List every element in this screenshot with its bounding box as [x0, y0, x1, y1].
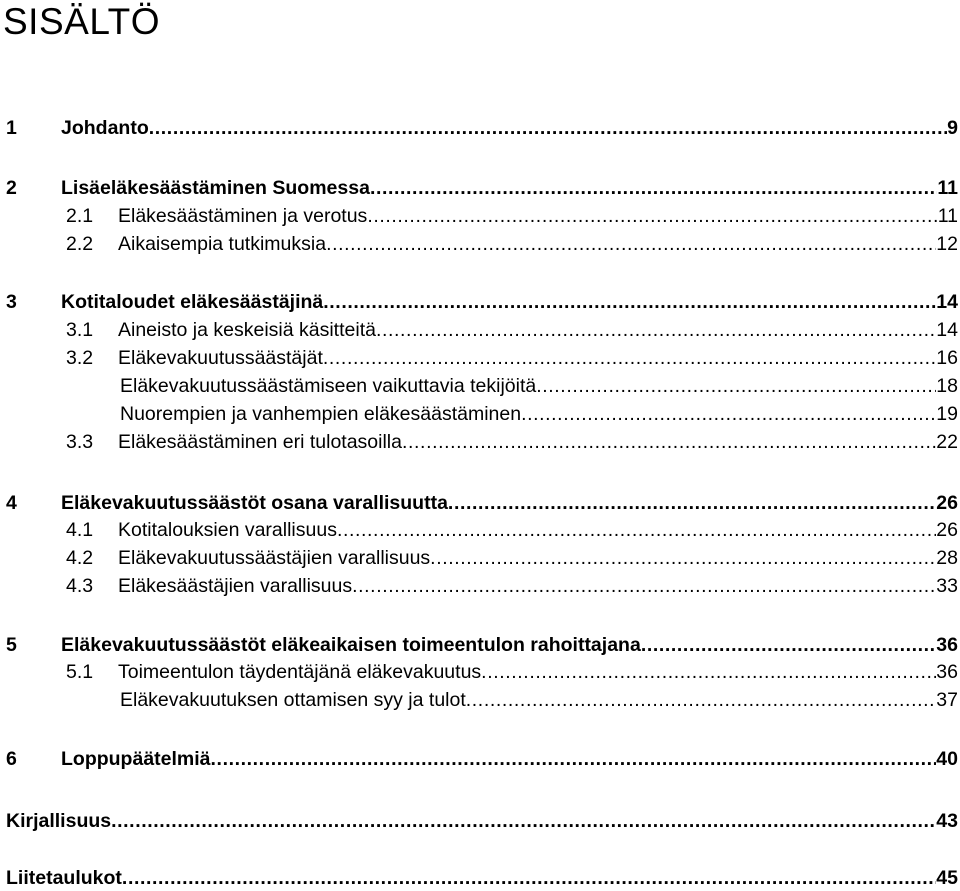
toc-number: 2.1: [66, 205, 94, 227]
toc-label: Toimeentulon täydentäjänä eläkevakuutus: [118, 661, 482, 683]
dot-leader: [370, 175, 937, 201]
toc-label: Lisäeläkesäästäminen Suomessa: [61, 177, 370, 199]
toc-page-number: 45: [936, 867, 958, 889]
toc-entry-body: [61, 289, 958, 315]
toc-entry-section-2-1[interactable]: [0, 203, 960, 229]
toc-label: Eläkevakuutuksen ottamisen syy ja tulot: [120, 689, 466, 711]
toc-page-number: 36: [936, 661, 958, 683]
toc-page-number: 26: [936, 519, 958, 541]
toc-entry-chapter-5[interactable]: [0, 632, 960, 658]
toc-entry-body: [118, 573, 958, 599]
toc-number: 3.2: [66, 347, 94, 369]
toc-entry-body: [118, 517, 958, 543]
toc-number: 4: [6, 492, 17, 514]
toc-entry-body: [61, 490, 958, 516]
toc-number: 3.1: [66, 319, 94, 341]
dot-leader: [641, 632, 936, 658]
toc-entry-chapter-6[interactable]: [0, 746, 960, 772]
dot-leader: [376, 317, 936, 343]
toc-entry-section-3-1[interactable]: [0, 317, 960, 343]
dot-leader: [430, 545, 936, 571]
toc-page-number: 11: [937, 177, 958, 199]
dot-leader: [326, 231, 936, 257]
toc-page-number: 43: [936, 810, 958, 832]
toc-label: Kotitaloudet eläkesäästäjinä: [61, 291, 324, 313]
toc-number: 5.1: [66, 661, 94, 683]
toc-page-number: 9: [947, 117, 958, 139]
toc-entry-body: [118, 317, 958, 343]
page-title: SISÄLTÖ: [3, 1, 161, 42]
toc-entry-section-2-2[interactable]: [0, 231, 960, 257]
toc-label: Eläkevakuutussäästöt osana varallisuutta: [61, 492, 448, 514]
dot-leader: [149, 115, 947, 141]
toc-entry-subsection-age-groups[interactable]: [0, 401, 960, 427]
toc-page-number: 33: [936, 575, 958, 597]
toc-label: Eläkevakuutussäästäjät: [118, 347, 323, 369]
dot-leader: [448, 490, 936, 516]
dot-leader: [466, 687, 937, 713]
toc-entry-body: [61, 175, 958, 201]
toc-number: 1: [6, 117, 17, 139]
toc-entry-section-4-3[interactable]: [0, 573, 960, 599]
toc-entry-body: [6, 808, 958, 834]
toc-label: Eläkevakuutussäästäjien varallisuus: [118, 547, 431, 569]
toc-page-number: 36: [936, 634, 958, 656]
dot-leader: [111, 808, 936, 834]
dot-leader: [481, 659, 936, 685]
toc-entry-body: [61, 632, 958, 658]
toc-entry-body: [118, 659, 958, 685]
toc-page-number: 26: [936, 492, 958, 514]
toc-entry-section-3-2[interactable]: [0, 345, 960, 371]
toc-page-number: 22: [936, 431, 958, 453]
toc-entry-body: [118, 203, 958, 229]
toc-entry-appendix-tables[interactable]: [0, 865, 960, 891]
toc-page-number: 11: [937, 205, 958, 227]
toc-entry-body: [6, 865, 958, 891]
toc-label: Aineisto ja keskeisiä käsitteitä: [118, 319, 376, 341]
dot-leader: [211, 746, 937, 772]
toc-entry-chapter-4[interactable]: [0, 490, 960, 516]
dot-leader: [402, 429, 936, 455]
toc-page-number: 40: [936, 748, 958, 770]
toc-page-number: 28: [936, 547, 958, 569]
toc-entry-chapter-1[interactable]: [0, 115, 960, 141]
toc-label: Nuorempien ja vanhempien eläkesäästäminen: [120, 403, 522, 425]
toc-label: Johdanto: [61, 117, 149, 139]
toc-page-number: 14: [936, 291, 958, 313]
toc-entry-section-3-3[interactable]: [0, 429, 960, 455]
toc-label: Kotitalouksien varallisuus: [118, 519, 337, 541]
toc-entry-bibliography[interactable]: [0, 808, 960, 834]
toc-label: Eläkevakuutussäästöt eläkeaikaisen toimeentulon rahoittajana: [61, 634, 641, 656]
toc-page-number: 37: [936, 689, 958, 711]
toc-number: 2.2: [66, 233, 94, 255]
toc-number: 3: [6, 291, 17, 313]
dot-leader: [521, 401, 936, 427]
toc-entry-body: [118, 345, 958, 371]
toc-number: 5: [6, 634, 17, 656]
dot-leader: [323, 289, 936, 315]
toc-entry-body: [120, 687, 958, 713]
toc-label: Eläkesäästäminen eri tulotasoilla: [118, 431, 402, 453]
dot-leader: [352, 573, 936, 599]
toc-label: Eläkesäästäminen ja verotus: [118, 205, 368, 227]
toc-entry-subsection-factors[interactable]: [0, 373, 960, 399]
toc-number: 4.1: [66, 519, 94, 541]
toc-entry-section-4-1[interactable]: [0, 517, 960, 543]
dot-leader: [122, 865, 936, 891]
toc-number: 4.2: [66, 547, 94, 569]
toc-page-number: 18: [936, 375, 958, 397]
toc-entry-section-5-1[interactable]: [0, 659, 960, 685]
toc-entry-body: [118, 231, 958, 257]
toc-entry-body: [118, 545, 958, 571]
toc-page-number: 14: [936, 319, 958, 341]
toc-entry-subsection-reasons[interactable]: [0, 687, 960, 713]
toc-label: Eläkesäästäjien varallisuus: [118, 575, 353, 597]
toc-number: 4.3: [66, 575, 94, 597]
toc-entry-section-4-2[interactable]: [0, 545, 960, 571]
toc-label: Aikaisempia tutkimuksia: [118, 233, 327, 255]
dot-leader: [367, 203, 937, 229]
toc-entry-body: [61, 746, 958, 772]
toc-number: 6: [6, 748, 17, 770]
toc-label: Loppupäätelmiä: [61, 748, 211, 770]
toc-entry-chapter-3[interactable]: [0, 289, 960, 315]
toc-page-number: 19: [936, 403, 958, 425]
toc-entry-body: [120, 401, 958, 427]
toc-entry-body: [61, 115, 958, 141]
toc-entry-body: [120, 373, 958, 399]
dot-leader: [337, 517, 936, 543]
toc-number: 3.3: [66, 431, 94, 453]
toc-entry-chapter-2[interactable]: [0, 175, 960, 201]
toc-number: 2: [6, 177, 17, 199]
toc-label: Kirjallisuus: [6, 810, 112, 832]
toc-page-number: 16: [936, 347, 958, 369]
dot-leader: [323, 345, 936, 371]
toc-label: Liitetaulukot: [6, 867, 122, 889]
toc-entry-body: [118, 429, 958, 455]
toc-page-number: 12: [936, 233, 958, 255]
toc-label: Eläkevakuutussäästämiseen vaikuttavia tekijöitä: [120, 375, 537, 397]
dot-leader: [536, 373, 936, 399]
